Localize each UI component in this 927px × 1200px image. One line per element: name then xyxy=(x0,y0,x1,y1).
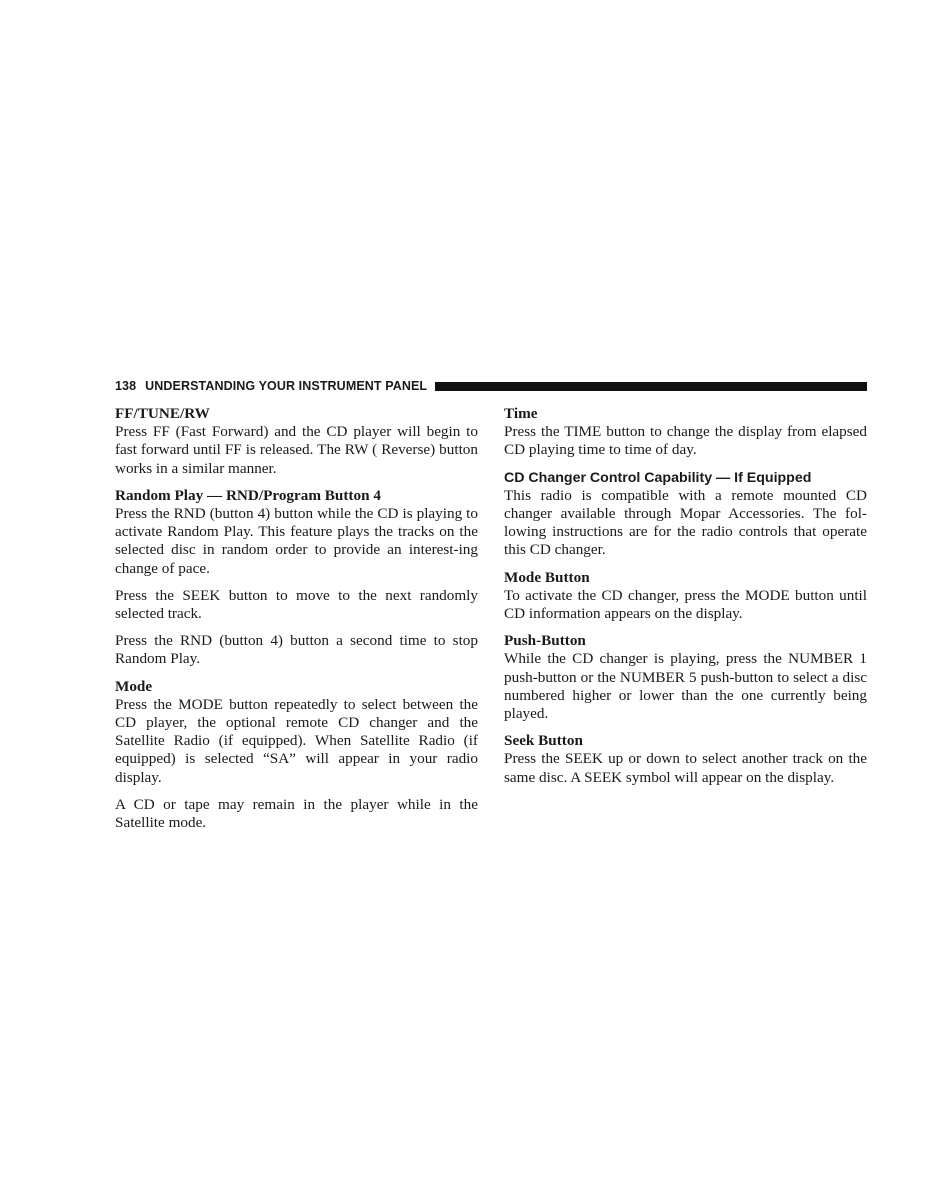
section-ff-tune-rw xyxy=(115,405,478,478)
section-time xyxy=(504,405,867,460)
section-random-play xyxy=(115,487,478,669)
section-push-button xyxy=(504,632,867,723)
heading-cd-changer: CD Changer Control Capability — If Equipped xyxy=(504,469,812,486)
text-random-play-3: Press the RND (button 4) button a second time to stop Random Play. xyxy=(115,632,478,668)
heading-ff-tune-rw: FF/TUNE/RW xyxy=(115,405,210,422)
section-cd-changer xyxy=(504,469,867,560)
page-number: 138 xyxy=(115,379,137,393)
section-seek-button xyxy=(504,732,867,787)
heading-mode: Mode xyxy=(115,677,153,695)
text-time: Press the TIME button to change the display from elapsed CD playing time to time of day. xyxy=(504,423,867,459)
left-column xyxy=(115,405,478,832)
text-random-play-1: Press the RND (button 4) button while the CD is playing to activate Random Play. This feature plays the tracks on the selected disc in random order to provide an interest-ing change of pace. xyxy=(115,505,478,577)
heading-push-button: Push-Button xyxy=(504,632,586,650)
text-seek-button: Press the SEEK up or down to select another track on the same disc. A SEEK symbol will appear on the display. xyxy=(504,750,867,786)
heading-mode-button: Mode Button xyxy=(504,568,590,586)
text-ff-tune-rw: Press FF (Fast Forward) and the CD player will begin to fast forward until FF is released. The RW ( Reverse) button works in a similar manner. xyxy=(115,423,478,477)
heading-time: Time xyxy=(504,405,538,422)
text-push-button: While the CD changer is playing, press the NUMBER 1 push-button or the NUMBER 5 push-button to select a disc numbered higher or lower than the one currently being played. xyxy=(504,650,867,723)
section-mode-button xyxy=(504,569,867,624)
section-title: UNDERSTANDING YOUR INSTRUMENT PANEL xyxy=(145,379,428,393)
text-random-play-2: Press the SEEK button to move to the next randomly selected track. xyxy=(115,586,478,623)
heading-random-play: Random Play — RND/Program Button 4 xyxy=(115,486,381,504)
section-mode xyxy=(115,678,478,833)
page-header xyxy=(115,378,867,394)
heading-seek-button: Seek Button xyxy=(504,732,583,750)
text-mode-button: To activate the CD changer, press the MODE button until CD information appears on the display. xyxy=(504,586,867,623)
text-mode-1: Press the MODE button repeatedly to select between the CD player, the optional remote CD changer and the Satellite Radio (if equipped). When Satellite Radio (if equipped) is selected “SA” will appear in your radio display. xyxy=(115,695,478,786)
text-cd-changer: This radio is compatible with a remote mounted CD changer available through Mopar Accessories. The fol-lowing instructions are for the radio controls that operate this CD changer. xyxy=(504,486,867,559)
right-column xyxy=(504,405,867,787)
text-mode-2: A CD or tape may remain in the player while in the Satellite mode. xyxy=(115,795,478,832)
header-rule xyxy=(435,382,867,391)
